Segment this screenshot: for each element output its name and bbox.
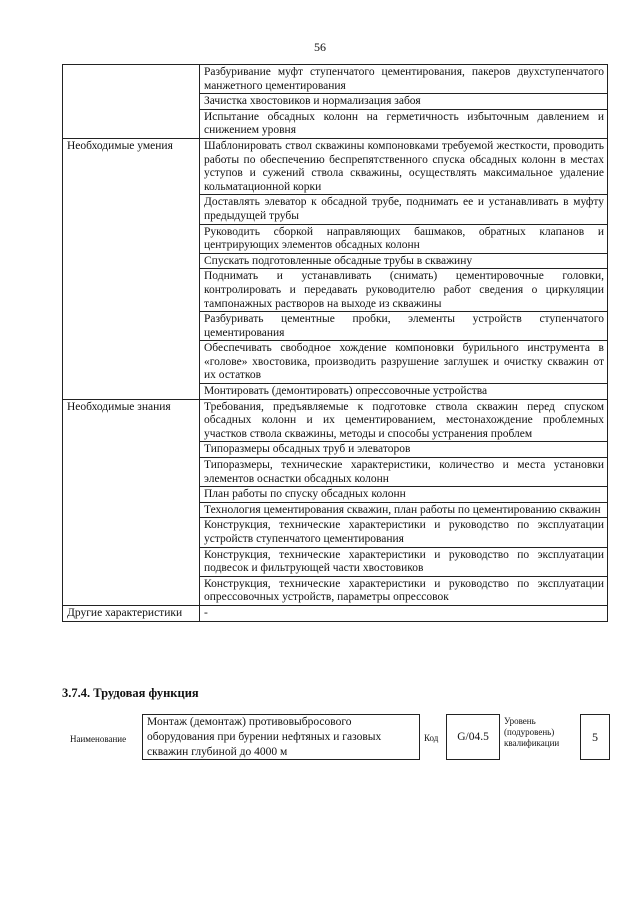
name-label: Наименование [70,734,127,744]
table-cell: Конструкция, технические характеристики и руководство по эксплуатации опрессовочных устройств, параметры опрессовок [200,576,608,605]
table-cell: Конструкция, технические характеристики и руководство по эксплуатации подвесок и фильтрующей части хвостовиков [200,547,608,576]
table-cell: Разбуривать цементные пробки, элементы устройств ступенчатого цементирования [200,312,608,341]
code-value: G/04.5 [446,714,500,760]
level-value: 5 [580,714,610,760]
table-cell: Монтировать (демонтировать) опрессовочные устройства [200,384,608,400]
table-cell: Обеспечивать свободное хождение компоновки бурильного инструмента в «голове» хвостовика, производить разрушение заглушек и очистку скважин от их остатков [200,341,608,384]
table-cell: Конструкция, технические характеристики и руководство по эксплуатации устройств ступенчатого цементирования [200,518,608,547]
table-cell: План работы по спуску обсадных колонн [200,487,608,503]
table-cell: - [200,605,608,621]
table-cell: Доставлять элеватор к обсадной трубе, поднимать ее и устанавливать в муфту предыдущей трубы [200,195,608,224]
table-cell: Поднимать и устанавливать (снимать) цементировочные головки, контролировать и передавать руководителю работ сведения о циркуляции тампонажных растворов на выходе из скважины [200,269,608,312]
row-label [63,65,200,139]
table-cell: Спускать подготовленные обсадные трубы в скважину [200,253,608,269]
level-label: Уровень (подуровень) квалификации [504,716,560,748]
table-cell: Шаблонировать ствол скважины компоновками требуемой жесткости, проводить работы по обеспечению беспрепятственного спуска обсадных колонн в местах уступов и сужений ствола скважины, осуществлять максимальное удаление кольматационной корки [200,138,608,194]
name-value: Монтаж (демонтаж) противовыбросового оборудования при бурении нефтяных и газовых скважин глубиной до 4000 м [142,714,420,760]
section-heading: 3.7.4. Трудовая функция [62,686,199,700]
table-cell: Технология цементирования скважин, план работы по цементированию скважин [200,502,608,518]
table-row [63,605,608,621]
table-cell: Типоразмеры, технические характеристики, количество и места установки элементов оснастки обсадных колонн [200,458,608,487]
table-row [63,65,608,94]
table-row [63,399,608,442]
page-number: 56 [314,40,326,54]
labor-function-row [62,714,610,764]
row-label-other: Другие характеристики [63,605,200,621]
code-label: Код [424,733,439,743]
table-cell: Зачистка хвостовиков и нормализация забоя [200,94,608,110]
table-cell: Руководить сборкой направляющих башмаков, обратных клапанов и центрирующих элементов обсадных колонн [200,224,608,253]
competency-table [62,64,608,622]
table-cell: Испытание обсадных колонн на герметичность избыточным давлением и снижением уровня [200,109,608,138]
row-label-knowledge: Необходимые знания [63,399,200,605]
table-row [63,138,608,194]
table-cell: Требования, предъявляемые к подготовке ствола скважин перед спуском обсадных колонн и их цементированием, местонахождение проблемных участков ствола скважины, методы и способы устранения проблем [200,399,608,442]
table-cell: Разбуривание муфт ступенчатого цементирования, пакеров двухступенчатого манжетного цементирования [200,65,608,94]
row-label-skills: Необходимые умения [63,138,200,399]
table-cell: Типоразмеры обсадных труб и элеваторов [200,442,608,458]
